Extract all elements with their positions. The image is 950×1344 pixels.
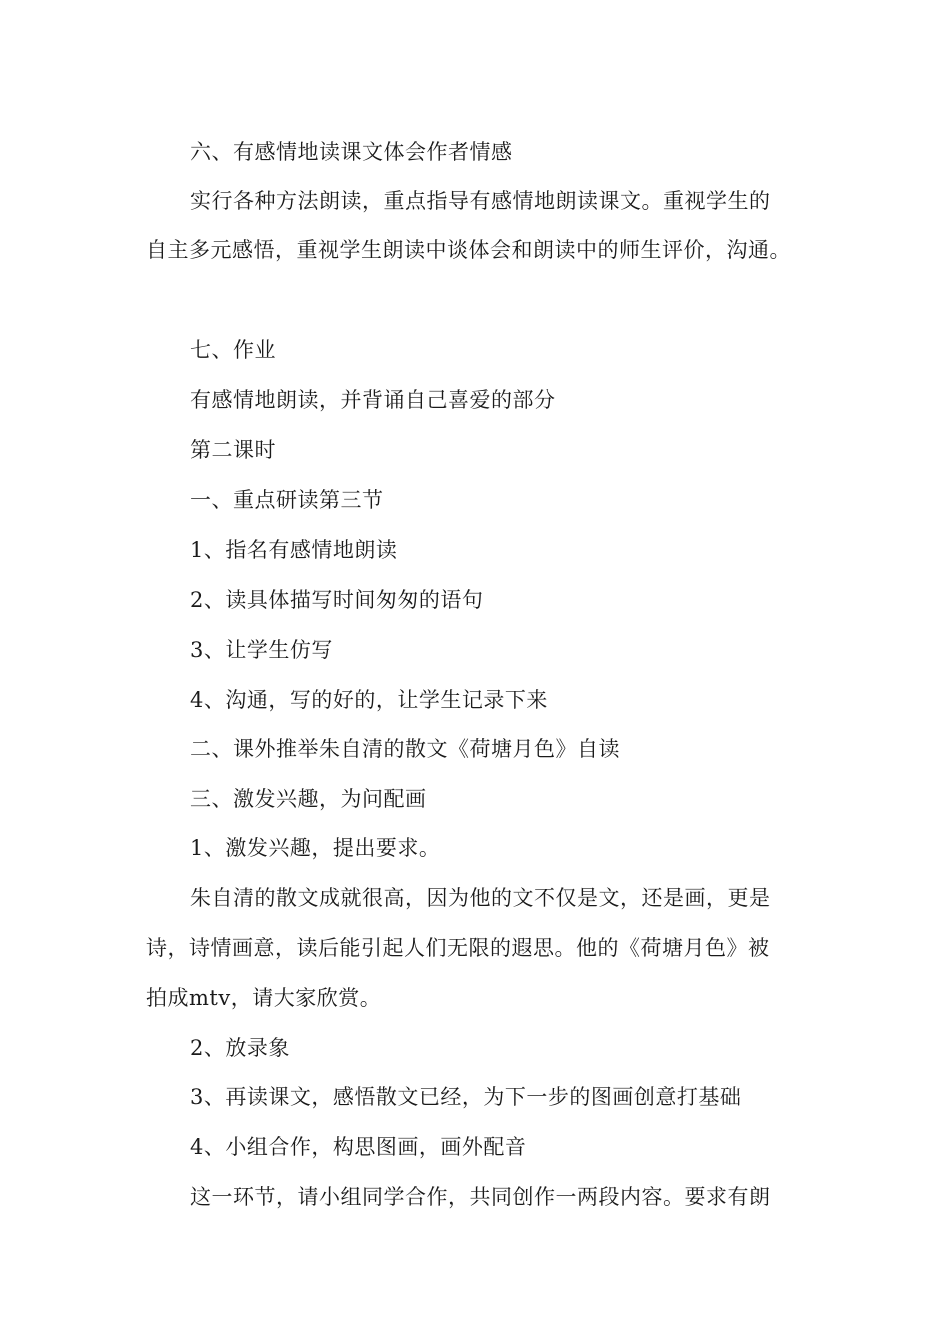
lesson-heading: 第二课时 — [190, 438, 276, 462]
paragraph-line: 有感情地朗读，并背诵自己喜爱的部分 — [190, 388, 556, 412]
list-item: 3、让学生仿写 — [190, 638, 333, 662]
list-item: 1、激发兴趣，提出要求。 — [190, 836, 441, 860]
section-heading-3: 三、激发兴趣，为问配画 — [190, 787, 427, 811]
paragraph-line: 拍成mtv，请大家欣赏。 — [146, 986, 382, 1010]
paragraph-line: 这一环节，请小组同学合作，共同创作一两段内容。要求有朗 — [190, 1185, 771, 1209]
paragraph-line: 朱自清的散文成就很高，因为他的文不仅是文，还是画，更是 — [190, 886, 771, 910]
paragraph-line: 诗，诗情画意，读后能引起人们无限的遐思。他的《荷塘月色》被 — [146, 936, 770, 960]
section-heading-2: 二、课外推举朱自清的散文《荷塘月色》自读 — [190, 737, 620, 761]
list-item: 2、读具体描写时间匆匆的语句 — [190, 588, 484, 612]
list-item: 4、小组合作，构思图画，画外配音 — [190, 1135, 527, 1159]
list-item: 1、指名有感情地朗读 — [190, 538, 398, 562]
section-heading-1: 一、重点研读第三节 — [190, 488, 384, 512]
paragraph-line: 实行各种方法朗读，重点指导有感情地朗读课文。重视学生的 — [190, 189, 771, 213]
list-item: 4、沟通，写的好的，让学生记录下来 — [190, 688, 548, 712]
section-heading-7: 七、作业 — [190, 338, 276, 362]
list-item: 2、放录象 — [190, 1036, 290, 1060]
list-item: 3、再读课文，感悟散文已经，为下一步的图画创意打基础 — [190, 1085, 742, 1109]
section-heading-6: 六、有感情地读课文体会作者情感 — [190, 140, 513, 164]
paragraph-line: 自主多元感悟，重视学生朗读中谈体会和朗读中的师生评价，沟通。 — [146, 238, 791, 262]
